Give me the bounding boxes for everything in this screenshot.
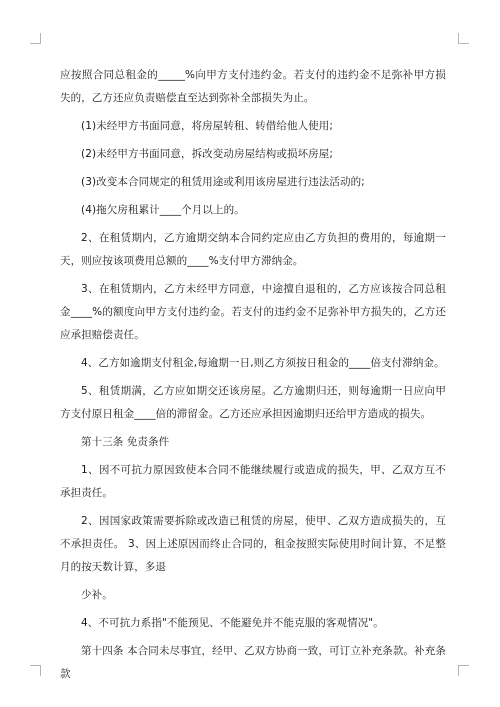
paragraph-policy-demolition: 2、因国家政策需要拆除或改造已租赁的房屋，使甲、乙双方造成损失的，互不承担责任。 3、因上述原因而终止合同的，租金按照实际使用时间计算，不足整月的按天数计算，多退 bbox=[60, 515, 446, 573]
paragraph-late-rent: 4、乙方如逾期支付租金,每逾期一日,则乙方须按日租金的____倍支付滞纳金。 bbox=[81, 357, 445, 369]
crop-mark-bottom-left bbox=[30, 665, 41, 676]
paragraph-clause-2: (2)未经甲方书面同意，拆改变动房屋结构或损坏房屋; bbox=[81, 148, 334, 160]
paragraph-clause-1: (1)未经甲方书面同意，将房屋转租、转借给他人使用; bbox=[81, 120, 334, 132]
section-heading-14: 第十四条 本合同未尽事宜，经甲、乙双方协商一致，可订立补充条款。补充条款 bbox=[60, 645, 446, 680]
crop-mark-top-right bbox=[458, 33, 469, 44]
crop-mark-top-left bbox=[30, 33, 41, 44]
section-heading-13: 第十三条 免责条件 bbox=[81, 436, 170, 448]
paragraph-clause-4: (4)拖欠房租累计____个月以上的。 bbox=[81, 204, 245, 216]
paragraph-force-majeure-definition: 4、不可抗力系指"不能预见、不能避免并不能克服的客观情况"。 bbox=[81, 617, 384, 629]
paragraph-late-fees: 2、在租赁期内，乙方逾期交纳本合同约定应由乙方负担的费用的，每逾期一天，则应按该项费用总额的____%支付甲方滞纳金。 bbox=[60, 232, 446, 267]
paragraph-penalty-continuation: 应按照合同总租金的_____%向甲方支付违约金。若支付的违约金不足弥补甲方损失的，乙方还应负责赔偿直至达到弥补全部损失为止。 bbox=[60, 69, 446, 104]
document-body bbox=[60, 64, 446, 691]
paragraph-force-majeure: 1、因不可抗力原因致使本合同不能继续履行或造成的损失，甲、乙双方互不承担责任。 bbox=[60, 464, 446, 499]
crop-mark-bottom-right bbox=[458, 665, 469, 676]
paragraph-lease-expiry: 5、租赁期满，乙方应如期交还该房屋。乙方逾期归还，则每逾期一日应向甲方支付原日租金____倍的滞留金。乙方还应承担因逾期归还给甲方造成的损失。 bbox=[60, 385, 446, 420]
paragraph-refund-remainder: 少补。 bbox=[81, 589, 113, 601]
paragraph-early-termination: 3、在租赁期内，乙方未经甲方同意，中途擅自退租的，乙方应该按合同总租金____%的额度向甲方支付违约金。若支付的违约金不足弥补甲方损失的，乙方还应承担赔偿责任。 bbox=[60, 283, 446, 341]
paragraph-clause-3: (3)改变本合同规定的租赁用途或利用该房屋进行违法活动的; bbox=[81, 176, 365, 188]
